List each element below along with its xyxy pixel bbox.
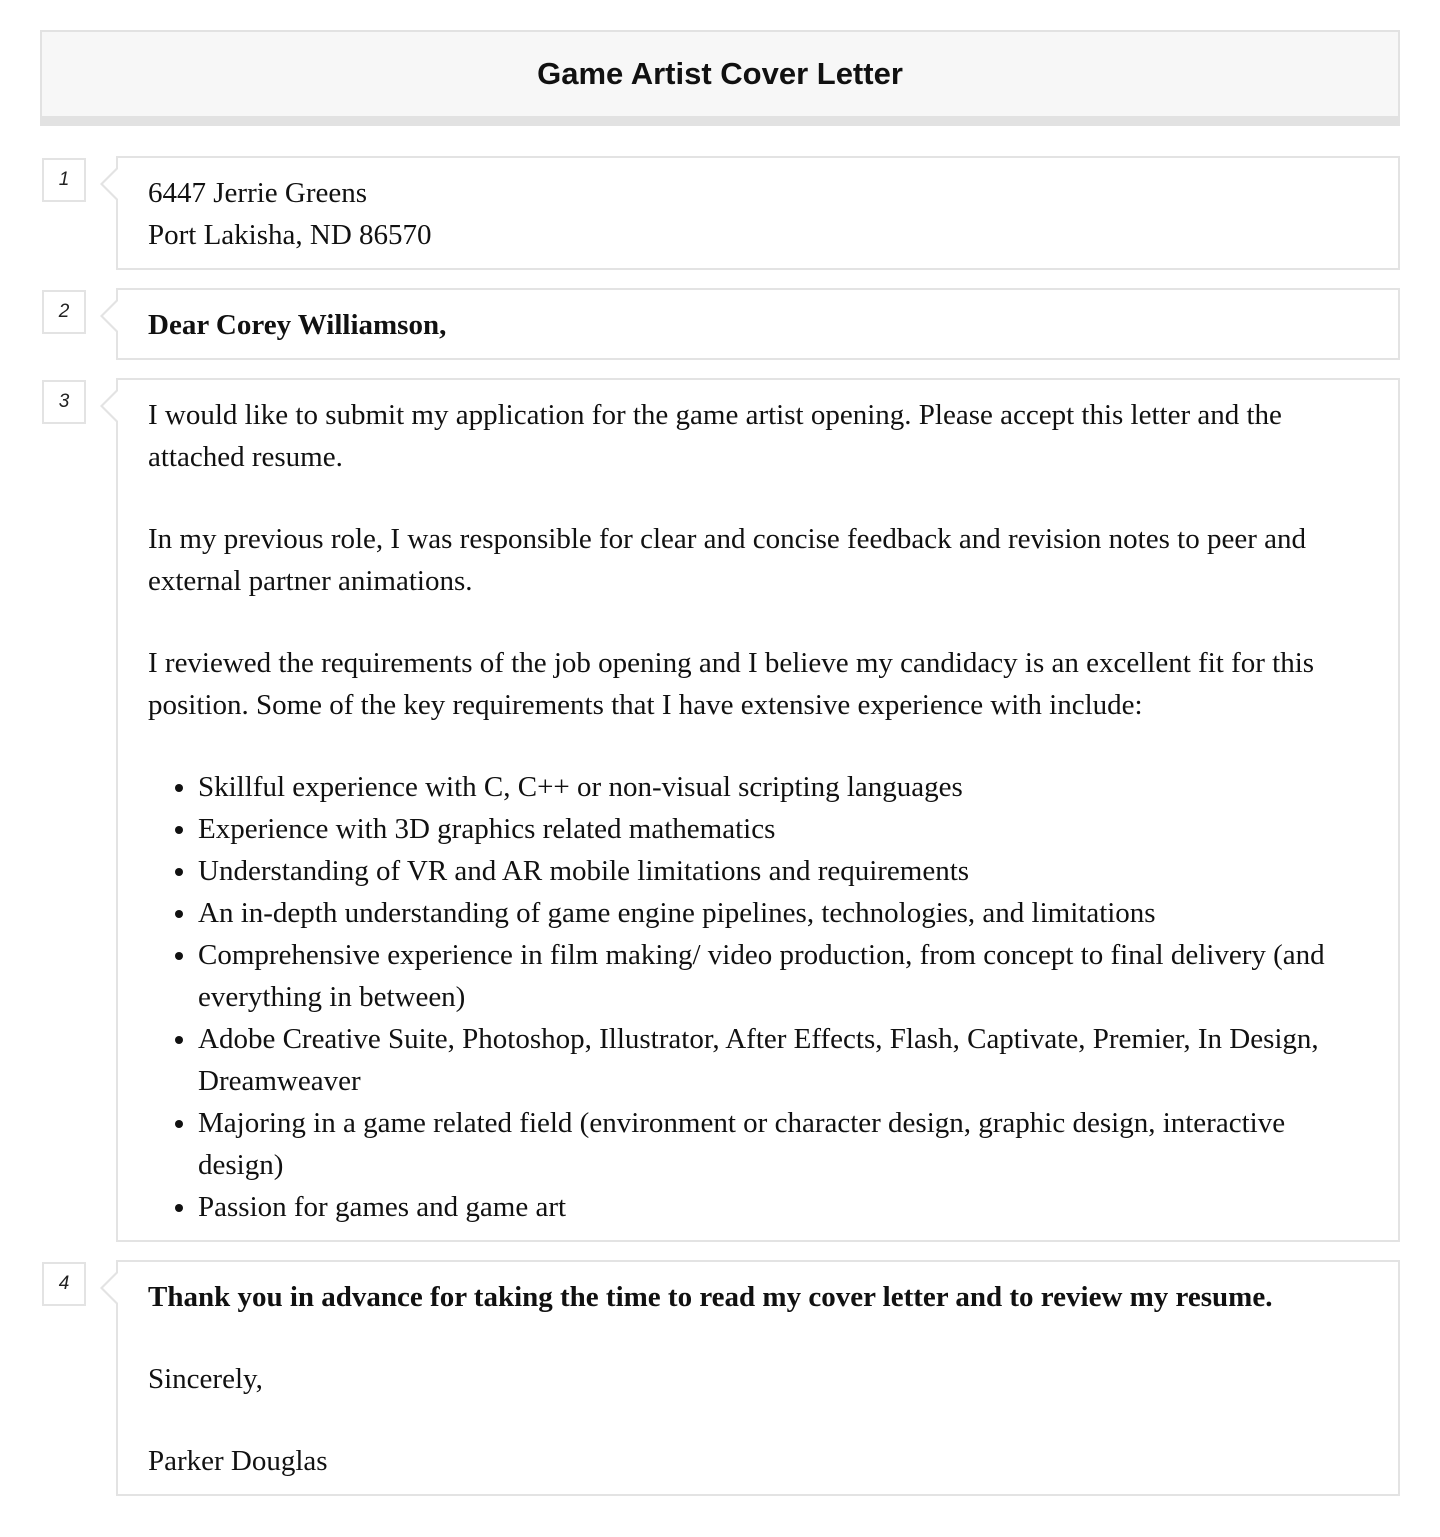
closing-block (116, 1260, 1400, 1496)
body-paragraph: In my previous role, I was responsible for clear and concise feedback and revision notes to peer and external partner animations. (148, 523, 1306, 597)
section-number: 1 (42, 158, 86, 202)
list-item: • Majoring in a game related field (environment or character design, graphic design, interactive design) (198, 1102, 1368, 1186)
body-paragraph: I would like to submit my application for the game artist opening. Please accept this letter and the attached resume. (148, 399, 1282, 473)
body-block (116, 378, 1400, 1242)
section-number: 3 (42, 380, 86, 424)
salutation: Dear Corey Williamson, (148, 309, 447, 341)
section-number: 4 (42, 1262, 86, 1306)
page-title: Game Artist Cover Letter (537, 56, 903, 91)
address-line-2: Port Lakisha, ND 86570 (148, 219, 432, 251)
list-item: • Skillful experience with C, C++ or non-visual scripting languages (198, 766, 1368, 808)
thanks-line: Thank you in advance for taking the time to read my cover letter and to review my resume. (148, 1281, 1273, 1313)
requirements-list (148, 766, 1368, 1228)
salutation-block (116, 288, 1400, 360)
list-item: • Passion for games and game art (198, 1186, 1368, 1228)
section-number: 2 (42, 290, 86, 334)
body-paragraph: I reviewed the requirements of the job opening and I believe my candidacy is an excellent fit for this position. Some of the key requirements that I have extensive experience with include: (148, 647, 1315, 721)
address-block (116, 156, 1400, 270)
closing-line: Sincerely, (148, 1363, 263, 1395)
address-line-1: 6447 Jerrie Greens (148, 177, 368, 209)
list-item: • An in-depth understanding of game engine pipelines, technologies, and limitations (198, 892, 1368, 934)
page-header (40, 30, 1400, 126)
list-item: • Comprehensive experience in film making/ video production, from concept to final delivery (and everything in between) (198, 934, 1368, 1018)
list-item: • Experience with 3D graphics related mathematics (198, 808, 1368, 850)
list-item: • Adobe Creative Suite, Photoshop, Illustrator, After Effects, Flash, Captivate, Premier, In Design, Dreamweaver (198, 1018, 1368, 1102)
signature: Parker Douglas (148, 1445, 328, 1477)
list-item: • Understanding of VR and AR mobile limitations and requirements (198, 850, 1368, 892)
